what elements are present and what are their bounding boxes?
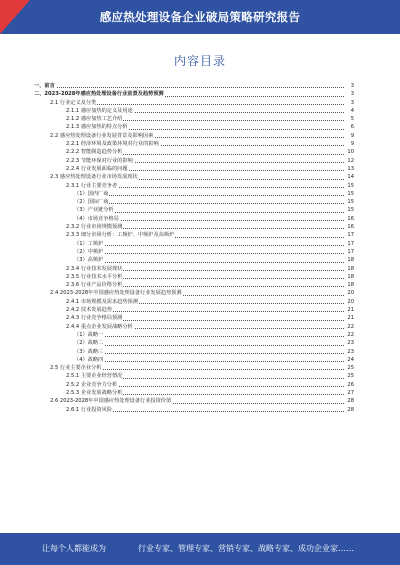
toc-entry[interactable] bbox=[34, 99, 354, 107]
toc-entry[interactable] bbox=[34, 165, 354, 173]
toc-entry-title: 2.1.3 感应加热的特点分析 bbox=[66, 124, 128, 131]
toc-entry-page: 5 bbox=[350, 116, 354, 123]
footer-slogan-left: 让每个人都能成为 bbox=[42, 544, 106, 553]
footer-slogan-right: 行业专家、管理专家、营销专家、战略专家、成功企业家…… bbox=[138, 544, 354, 553]
toc-entry[interactable] bbox=[34, 364, 354, 372]
toc-entry-page: 15 bbox=[347, 199, 354, 206]
toc-entry[interactable] bbox=[34, 132, 354, 140]
toc-entry-title: （3）产业链分析 bbox=[74, 207, 114, 214]
toc-entry-title: 二、2023-2028年感应热处理设备行业前景及趋势预测 bbox=[34, 91, 164, 98]
toc-entry[interactable] bbox=[34, 107, 354, 115]
toc-entry[interactable] bbox=[34, 173, 354, 181]
toc-dot-leader bbox=[74, 262, 344, 263]
toc-entry[interactable] bbox=[34, 90, 354, 98]
toc-entry-title: 2.5 行业主要企业分析 bbox=[50, 365, 102, 372]
toc-entry[interactable] bbox=[34, 256, 354, 264]
toc-entry-title: 2.4.1 市场规模及需求趋势预测 bbox=[66, 298, 138, 305]
toc-entry-title: （2）国际厂商 bbox=[74, 199, 109, 206]
toc-entry-title: 2.5.3 企业发展战略分析 bbox=[66, 389, 123, 396]
toc-entry-page: 6 bbox=[350, 124, 354, 131]
toc-entry-page: 24 bbox=[347, 356, 354, 363]
toc-entry-title: （1）国内厂商 bbox=[74, 190, 109, 197]
toc-entry-title: 2.2.3 节能环保对行业的影响 bbox=[66, 157, 133, 164]
toc-entry-title: 2.5.1 主要企业经营情况 bbox=[66, 373, 123, 380]
toc-entry[interactable] bbox=[34, 215, 354, 223]
toc-entry-title: （2）战略二 bbox=[74, 340, 104, 347]
toc-entry-page: 18 bbox=[347, 257, 354, 264]
toc-entry-page: 13 bbox=[347, 165, 354, 172]
toc-dot-leader bbox=[74, 361, 344, 362]
toc-entry-page: 25 bbox=[347, 365, 354, 372]
toc-entry-title: 2.4.3 行业竞争格局预测 bbox=[66, 315, 123, 322]
toc-entry-page: 21 bbox=[347, 307, 354, 314]
toc-entry-page: 9 bbox=[350, 141, 354, 148]
toc-entry-page: 17 bbox=[347, 232, 354, 239]
table-of-contents bbox=[34, 82, 354, 414]
toc-dot-leader bbox=[74, 245, 344, 246]
toc-dot-leader bbox=[74, 253, 344, 254]
toc-entry-title: 2.3.2 行业市场规模预测 bbox=[66, 224, 123, 231]
toc-entry-page: 12 bbox=[347, 157, 354, 164]
toc-entry[interactable] bbox=[34, 157, 354, 165]
toc-entry-page: 10 bbox=[347, 149, 354, 156]
toc-entry-title: 2.4.2 技术发展趋势 bbox=[66, 307, 112, 314]
toc-entry-page: 16 bbox=[347, 215, 354, 222]
toc-entry[interactable] bbox=[34, 248, 354, 256]
toc-entry-title: 一、前言 bbox=[34, 83, 55, 89]
toc-entry[interactable] bbox=[34, 265, 354, 273]
toc-entry[interactable] bbox=[34, 314, 354, 322]
toc-entry-title: 2.4 2023-2028年中国感应热处理设备行业发展趋势预测 bbox=[50, 290, 182, 297]
toc-entry[interactable] bbox=[34, 190, 354, 198]
toc-entry-page: 3 bbox=[350, 91, 354, 98]
toc-entry-page: 23 bbox=[347, 340, 354, 347]
toc-entry[interactable] bbox=[34, 223, 354, 231]
toc-dot-leader bbox=[74, 195, 344, 196]
toc-entry[interactable] bbox=[34, 323, 354, 331]
toc-entry[interactable] bbox=[34, 397, 354, 405]
toc-entry-page: 22 bbox=[347, 323, 354, 330]
toc-entry-title: 2.6.1 行业投资风险 bbox=[66, 406, 112, 413]
toc-dot-leader bbox=[74, 336, 344, 337]
report-title: 感应热处理设备企业破局策略研究报告 bbox=[99, 10, 301, 24]
toc-entry-title: 2.3.1 行业主要竞争者 bbox=[66, 182, 118, 189]
toc-entry[interactable] bbox=[34, 331, 354, 339]
toc-entry-page: 20 bbox=[347, 298, 354, 305]
toc-entry-page: 18 bbox=[347, 282, 354, 289]
toc-entry-title: 2.3.3 细分市场分析：工频炉、中频炉及高频炉 bbox=[66, 232, 175, 239]
toc-entry-page: 3 bbox=[350, 99, 354, 106]
toc-dot-leader bbox=[74, 345, 344, 346]
toc-entry-title: （2）中频炉 bbox=[74, 248, 104, 255]
toc-entry-page: 27 bbox=[347, 389, 354, 396]
toc-entry-page: 28 bbox=[347, 398, 354, 405]
toc-entry-page: 23 bbox=[347, 348, 354, 355]
toc-entry-title: （3）高频炉 bbox=[74, 257, 104, 264]
toc-entry-page: 28 bbox=[347, 406, 354, 413]
toc-entry-page: 18 bbox=[347, 273, 354, 280]
toc-entry[interactable] bbox=[34, 206, 354, 214]
toc-entry-title: （1）战略一 bbox=[74, 331, 104, 338]
toc-dot-leader bbox=[74, 203, 344, 204]
toc-entry[interactable] bbox=[34, 115, 354, 123]
toc-entry[interactable] bbox=[34, 298, 354, 306]
toc-entry-page: 25 bbox=[347, 373, 354, 380]
toc-entry-title: 2.2.1 经济环境及政策环境对行业的影响 bbox=[66, 141, 159, 148]
toc-entry[interactable] bbox=[34, 281, 354, 289]
toc-entry[interactable] bbox=[34, 389, 354, 397]
toc-entry-page: 9 bbox=[350, 132, 354, 139]
toc-entry-page: 20 bbox=[347, 290, 354, 297]
toc-entry[interactable] bbox=[34, 231, 354, 239]
toc-entry[interactable] bbox=[34, 182, 354, 190]
toc-entry[interactable] bbox=[34, 148, 354, 156]
toc-entry[interactable] bbox=[34, 339, 354, 347]
toc-entry-title: 2.3.4 行业技术发展现状 bbox=[66, 265, 123, 272]
report-header-bar bbox=[0, 0, 400, 34]
toc-entry-title: （4）市场竞争格局 bbox=[74, 215, 119, 222]
toc-entry-title: 2.3.6 行业产品价格分析 bbox=[66, 282, 123, 289]
footer-bar bbox=[0, 533, 400, 565]
toc-heading: 内容目录 bbox=[173, 54, 226, 68]
toc-entry-title: 2.6 2023-2028年中国感应热处理设备行业投资价值 bbox=[50, 398, 172, 405]
toc-entry-page: 14 bbox=[347, 174, 354, 181]
toc-entry[interactable] bbox=[34, 356, 354, 364]
toc-entry-title: 2.3.5 行业技术水平分析 bbox=[66, 273, 123, 280]
toc-dot-leader bbox=[34, 87, 344, 88]
toc-entry-title: （4）战略四 bbox=[74, 356, 104, 363]
toc-entry-title: （1）工频炉 bbox=[74, 240, 104, 247]
toc-entry-page: 3 bbox=[350, 83, 354, 89]
toc-entry[interactable] bbox=[34, 198, 354, 206]
toc-entry-page: 22 bbox=[347, 331, 354, 338]
toc-entry-title: 2.1 行业定义及分类 bbox=[50, 99, 97, 106]
toc-entry-title: 2.1.2 感应加热工艺介绍 bbox=[66, 116, 123, 123]
toc-entry-page: 18 bbox=[347, 265, 354, 272]
toc-entry-title: 2.2.4 行业发展面临的问题 bbox=[66, 165, 128, 172]
toc-entry[interactable] bbox=[34, 82, 354, 90]
toc-entry-title: 2.4.4 重点企业发展战略分析 bbox=[66, 323, 133, 330]
toc-dot-leader bbox=[74, 353, 344, 354]
toc-entry-page: 15 bbox=[347, 207, 354, 214]
toc-entry[interactable] bbox=[34, 123, 354, 131]
toc-entry-page: 15 bbox=[347, 190, 354, 197]
toc-entry-page: 15 bbox=[347, 182, 354, 189]
toc-entry[interactable] bbox=[34, 140, 354, 148]
toc-entry[interactable] bbox=[34, 372, 354, 380]
toc-entry-title: 2.3 感应热处理设备行业市场发展现状 bbox=[50, 174, 138, 181]
toc-entry-title: （3）战略三 bbox=[74, 348, 104, 355]
toc-entry-title: 2.1.1 感应加热的定义及用途 bbox=[66, 107, 133, 114]
toc-entry-title: 2.5.2 企业竞争力分析 bbox=[66, 381, 118, 388]
toc-entry[interactable] bbox=[34, 381, 354, 389]
toc-entry-page: 26 bbox=[347, 381, 354, 388]
toc-entry[interactable] bbox=[34, 406, 354, 414]
toc-entry[interactable] bbox=[34, 348, 354, 356]
toc-entry-page: 4 bbox=[350, 107, 354, 114]
toc-entry[interactable] bbox=[34, 289, 354, 297]
toc-entry-page: 17 bbox=[347, 240, 354, 247]
toc-entry-page: 21 bbox=[347, 315, 354, 322]
toc-entry-title: 2.2.2 智能制造趋势分析 bbox=[66, 149, 123, 156]
toc-entry[interactable] bbox=[34, 306, 354, 314]
toc-entry[interactable] bbox=[34, 240, 354, 248]
toc-entry-title: 2.2 感应热处理设备行业发展背景及影响因素 bbox=[50, 132, 154, 139]
toc-entry-page: 16 bbox=[347, 224, 354, 231]
toc-entry-page: 17 bbox=[347, 248, 354, 255]
toc-entry[interactable] bbox=[34, 273, 354, 281]
